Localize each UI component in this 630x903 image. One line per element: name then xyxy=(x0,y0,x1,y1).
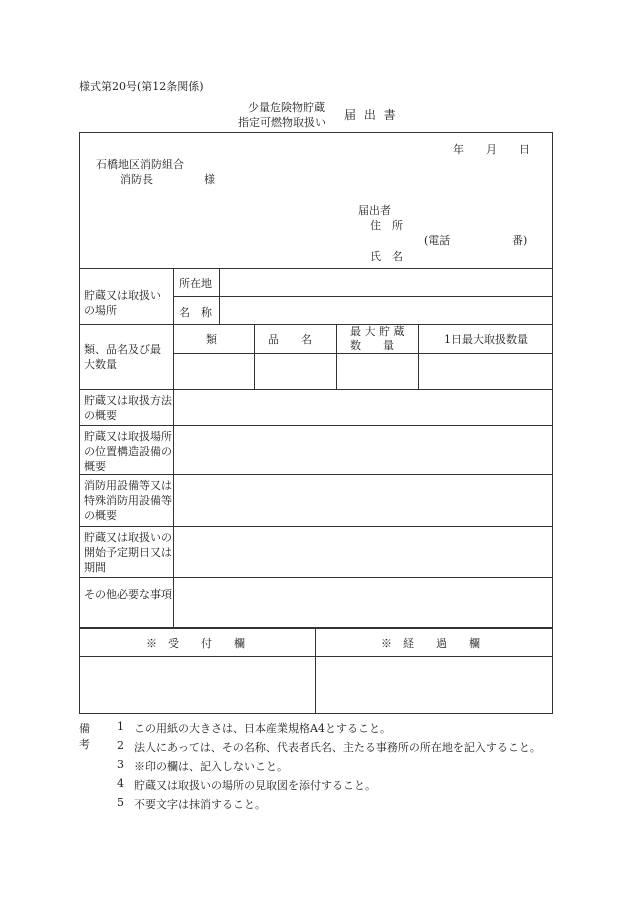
form-title-line1: 少量危険物貯蔵 xyxy=(248,101,325,114)
row-divider xyxy=(79,627,553,629)
row-divider xyxy=(79,577,553,578)
form-title-suffix: 届 出 書 xyxy=(344,108,398,122)
notifier-label: 届出者 xyxy=(358,204,391,217)
location-name-label: 名 称 xyxy=(179,306,212,319)
notifier-phone-close: 番) xyxy=(512,234,528,247)
col-divider xyxy=(254,324,255,389)
quantity-label: 類、品名及び最大数量 xyxy=(84,343,161,371)
note-number: 5 xyxy=(117,796,124,809)
row-divider xyxy=(79,656,553,657)
addressee-chief: 消防長 xyxy=(120,173,153,186)
receipt-column-header: ※ 受 付 欄 xyxy=(146,637,245,650)
row-divider xyxy=(79,474,553,475)
col-divider xyxy=(336,324,337,389)
row-label-start-date: 貯蔵又は取扱いの開始予定期日又は期間 xyxy=(84,531,172,574)
row-label-fire-equipment: 消防用設備等又は特殊消防用設備等の概要 xyxy=(84,479,172,522)
note-number: 3 xyxy=(117,758,124,771)
quantity-header-item: 品 名 xyxy=(268,333,312,346)
quantity-header-daily: 1日最大取扱数量 xyxy=(444,333,528,346)
row-divider xyxy=(79,425,553,426)
note-text: 法人にあっては、その名称、代表者氏名、主たる事務所の所在地を記入すること。 xyxy=(134,741,541,754)
date-field[interactable]: 年 月 日 xyxy=(453,143,530,156)
row-divider xyxy=(173,353,553,354)
row-divider xyxy=(79,268,553,269)
quantity-header-class: 類 xyxy=(206,333,217,346)
col-divider xyxy=(418,324,419,389)
row-divider xyxy=(79,389,553,390)
notifier-phone-open: (電話 xyxy=(424,234,451,247)
notifier-address-label: 住 所 xyxy=(370,219,403,232)
note-text: 貯蔵又は取扱いの場所の見取図を添付すること。 xyxy=(134,779,376,792)
col-divider xyxy=(315,627,316,714)
addressee-honorific: 様 xyxy=(204,173,215,186)
row-label-method: 貯蔵又は取扱方法の概要 xyxy=(84,394,172,422)
form-number-label: 様式第20号(第12条関係) xyxy=(79,80,204,93)
row-label-other: その他必要な事項 xyxy=(84,588,172,601)
row-divider xyxy=(79,324,553,325)
location-address-label: 所在地 xyxy=(179,277,212,290)
row-divider xyxy=(173,296,553,297)
form-title-stack xyxy=(238,100,326,130)
form-title-line2: 指定可燃物取扱い xyxy=(238,116,326,129)
row-label-structure: 貯蔵又は取扱場所の位置構造設備の概要 xyxy=(84,430,172,473)
note-number: 1 xyxy=(117,720,124,733)
notes-heading: 備考 xyxy=(79,722,90,751)
note-number: 2 xyxy=(117,739,124,752)
row-divider xyxy=(79,526,553,527)
location-label: 貯蔵又は取扱いの場所 xyxy=(84,289,161,317)
note-text: この用紙の大きさは、日本産業規格A4とすること。 xyxy=(134,722,391,735)
notifier-name-label: 氏 名 xyxy=(370,250,403,263)
note-text: ※印の欄は、記入しないこと。 xyxy=(134,760,288,773)
progress-column-header: ※ 経 過 欄 xyxy=(381,637,480,650)
addressee-org: 石橋地区消防組合 xyxy=(96,158,184,171)
quantity-header-max-bottom: 数 量 xyxy=(350,339,394,352)
quantity-header-max-top: 最 大 貯 蔵 xyxy=(350,325,405,338)
note-text: 不要文字は抹消すること。 xyxy=(134,798,266,811)
col-divider xyxy=(219,268,220,324)
note-number: 4 xyxy=(117,777,124,790)
col-divider xyxy=(173,268,174,627)
